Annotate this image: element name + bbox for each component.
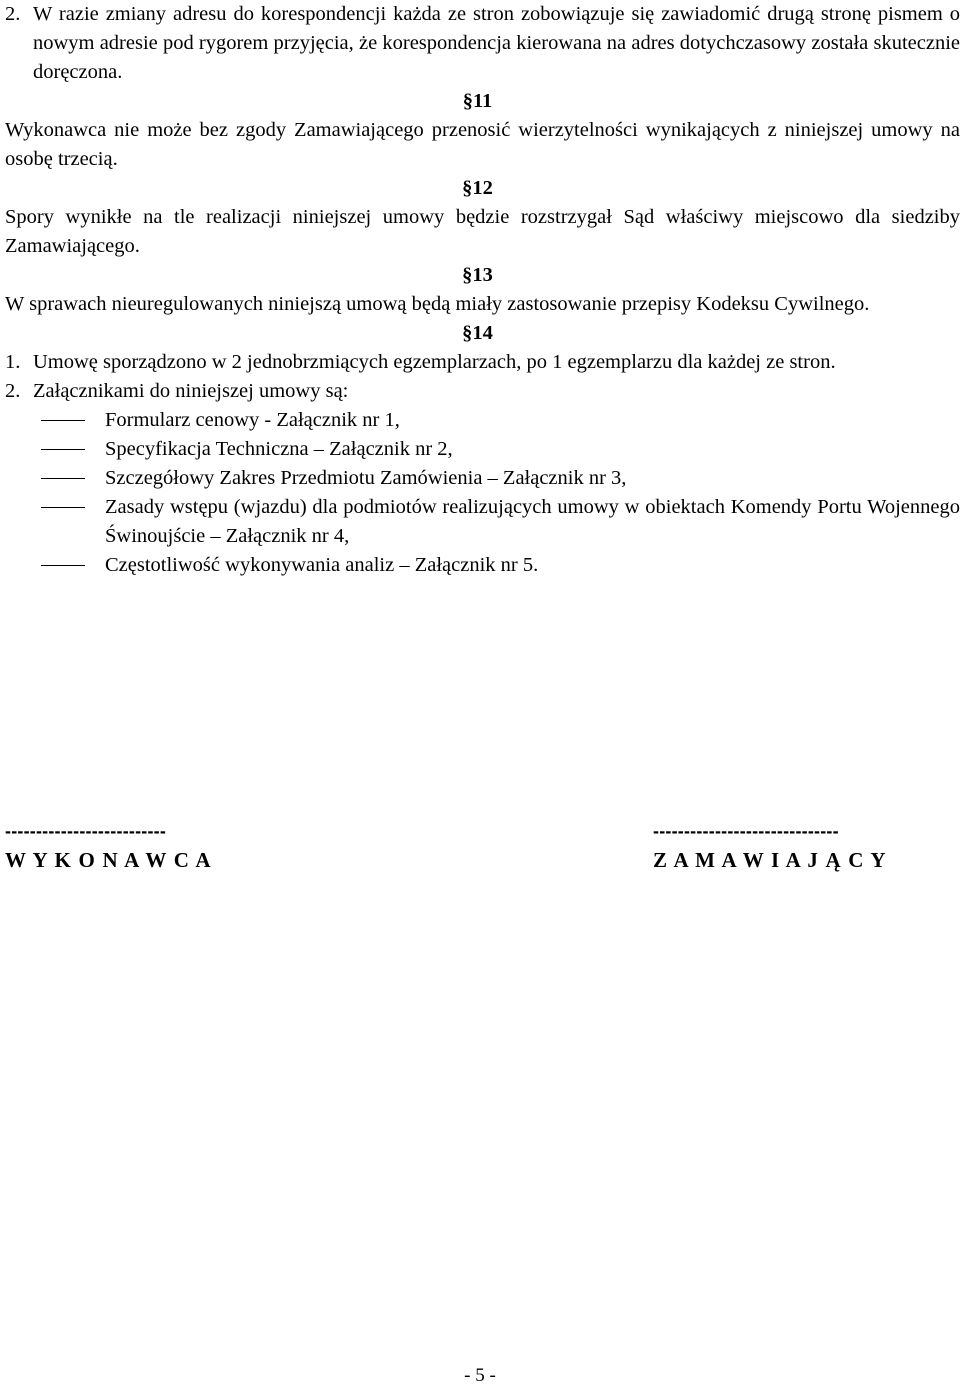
section-12-text: Spory wynikłe na tle realizacji niniejszej umowy będzie rozstrzygał Sąd właściwy miejscowo dla siedziby Zamawiającego.: [5, 206, 960, 257]
signature-line: --------------------------: [5, 821, 167, 841]
attachment-text: Zasady wstępu (wjazdu) dla podmiotów realizujących umowy w obiektach Komendy Portu Wojennego Świnoujście – Załącznik nr 4,: [105, 496, 960, 547]
ordering-party-signature: [653, 817, 887, 875]
attachment-text: Formularz cenowy - Załącznik nr 1,: [105, 409, 400, 431]
section-14-point-1: [5, 348, 960, 377]
ordering-party-label: Z A M A W I A J Ą C Y: [653, 848, 887, 872]
contractor-signature: [5, 817, 212, 875]
contractor-label: W Y K O N A W C A: [5, 848, 212, 872]
point-text: Załącznikami do niniejszej umowy są:: [33, 380, 349, 402]
section-11-text: Wykonawca nie może bez zgody Zamawiającego przenosić wierzytelności wynikających z niniejszej umowy na osobę trzecią.: [5, 119, 960, 170]
document-page: [5, 0, 960, 580]
section-14-point-2: [5, 377, 960, 406]
attachment-item: [5, 406, 960, 435]
dash-bullet: [41, 449, 85, 450]
dash-bullet: [41, 478, 85, 479]
section-13-text: W sprawach nieuregulowanych niniejszą umową będą miały zastosowanie przepisy Kodeksu Cywilnego.: [5, 293, 870, 315]
signature-line: ------------------------------: [653, 821, 839, 841]
page-number: - 5 -: [464, 1365, 496, 1386]
section-heading-11: §11: [462, 90, 493, 112]
attachment-item: [5, 551, 960, 580]
attachment-text: Częstotliwość wykonywania analiz – Załącznik nr 5.: [105, 554, 539, 576]
point-text: Umowę sporządzono w 2 jednobrzmiących egzemplarzach, po 1 egzemplarzu dla każdej ze stron.: [33, 351, 836, 373]
section-heading-13: §13: [462, 264, 493, 286]
point-text: W razie zmiany adresu do korespondencji każda ze stron zobowiązuje się zawiadomić drugą stronę pismem o nowym adresie pod rygorem przyjęcia, że korespondencja kierowana na adres dotychczasowy została skutecznie doręczona.: [33, 3, 960, 83]
attachment-text: Szczegółowy Zakres Przedmiotu Zamówienia – Załącznik nr 3,: [105, 467, 627, 489]
dash-bullet: [41, 565, 85, 566]
attachment-item: [5, 464, 960, 493]
dash-bullet: [41, 507, 85, 508]
point-number: 1.: [5, 351, 21, 373]
paragraph-point-2-address-change: [5, 0, 960, 87]
point-number: 2.: [5, 3, 21, 25]
point-number: 2.: [5, 380, 21, 402]
attachments-list: [5, 406, 960, 580]
attachment-item: [5, 435, 960, 464]
attachment-text: Specyfikacja Techniczna – Załącznik nr 2,: [105, 438, 453, 460]
dash-bullet: [41, 420, 85, 421]
section-heading-12: §12: [462, 177, 493, 199]
attachment-item: [5, 493, 960, 551]
section-heading-14: §14: [462, 322, 493, 344]
